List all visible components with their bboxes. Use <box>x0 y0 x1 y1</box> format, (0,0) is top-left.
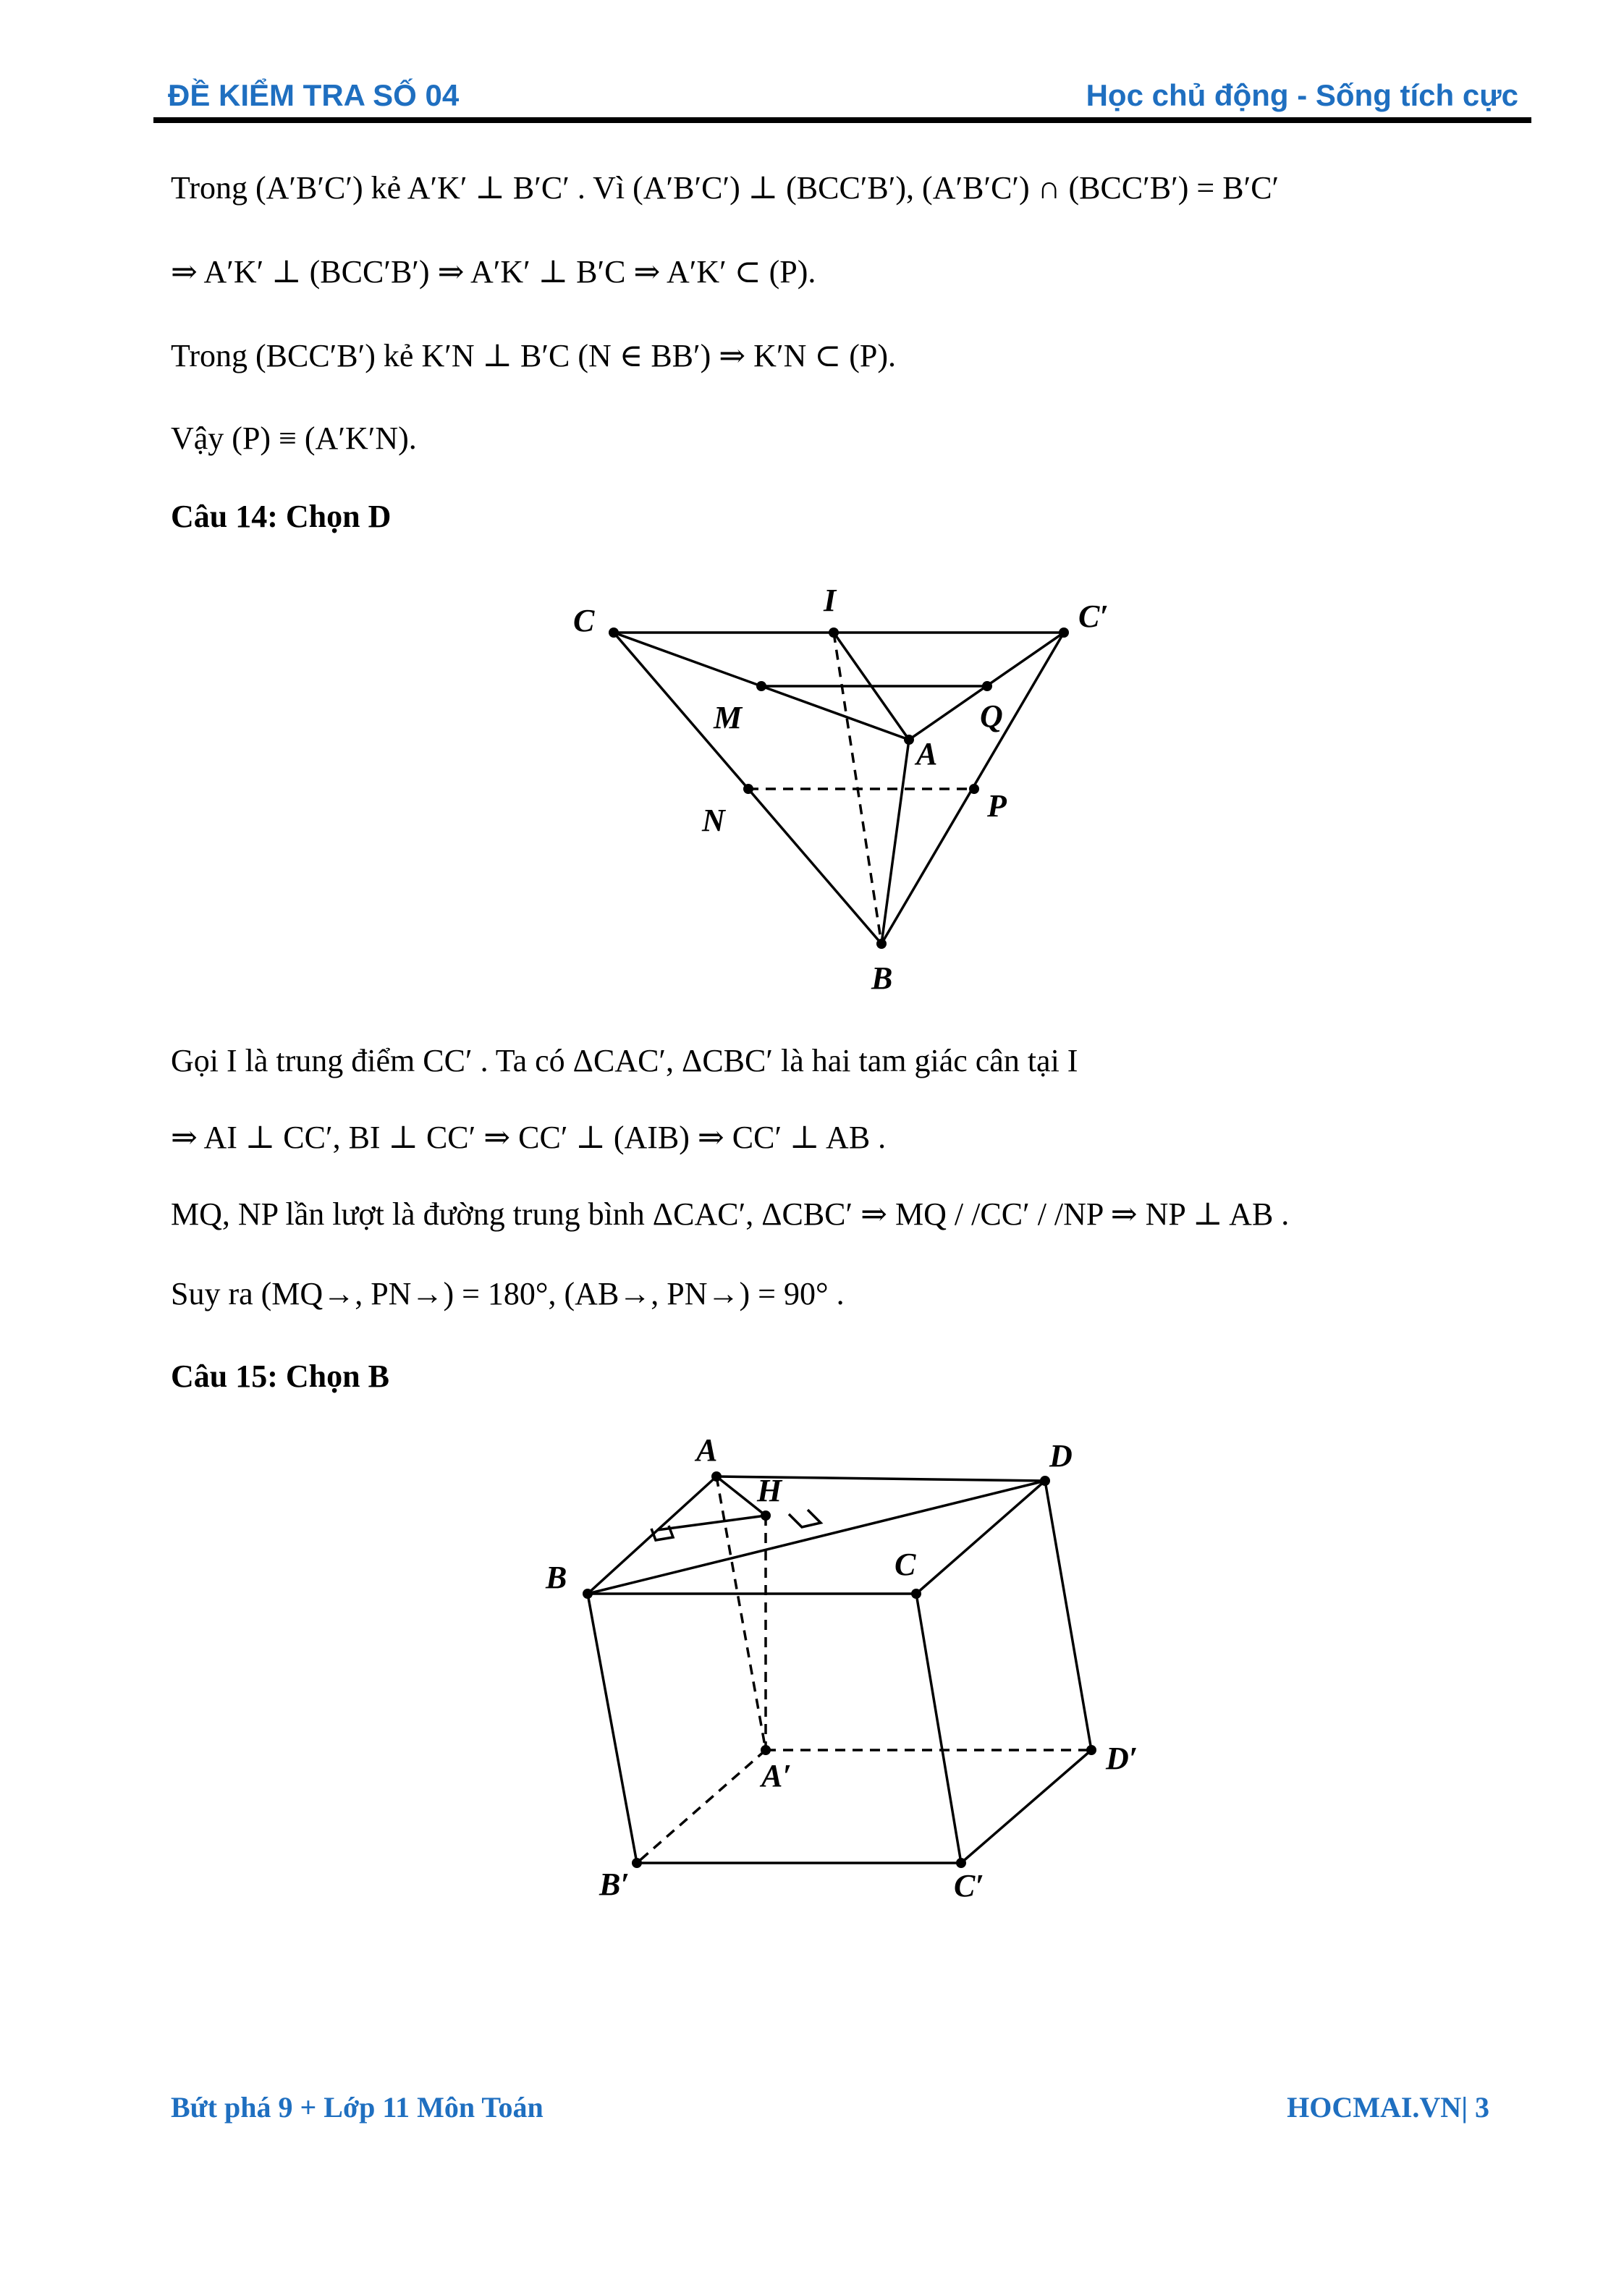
diagonal-BD <box>588 1481 1045 1594</box>
label-B: B <box>871 960 893 996</box>
label-D-prime: D′ <box>1106 1741 1138 1776</box>
right-angle-mark <box>789 1510 821 1527</box>
edge-AB <box>588 1476 716 1594</box>
label-D: D <box>1049 1438 1073 1474</box>
label-C: C <box>573 603 595 638</box>
point-C' <box>956 1858 966 1868</box>
label-C-prime: C′ <box>1078 599 1109 634</box>
label-A: A <box>916 736 938 772</box>
point-H <box>761 1510 771 1521</box>
header-title: ĐỀ KIỂM TRA SỐ 04 <box>168 78 460 112</box>
header-slogan: Học chủ động - Sống tích cực <box>1086 78 1518 112</box>
edge-C'D' <box>961 1750 1091 1863</box>
label-H: H <box>757 1473 782 1508</box>
footer-course: Bứt phá 9 + Lớp 11 Môn Toán <box>171 2091 544 2124</box>
label-I: I <box>824 583 837 618</box>
point-B' <box>632 1858 642 1868</box>
label-B-prime: B′ <box>599 1867 630 1902</box>
text-line: Trong (BCC′B′) kẻ K′N ⊥ B′C (N ∈ BB′) ⇒ K′N ⊂ (P). <box>171 338 896 373</box>
label-Q: Q <box>980 698 1003 734</box>
footer-page: HOCMAI.VN| 3 <box>1287 2091 1489 2124</box>
edge-A'B'-dashed <box>637 1750 766 1863</box>
label-M: M <box>714 700 743 735</box>
edge-DD' <box>1045 1481 1091 1750</box>
label-P: P <box>987 788 1007 824</box>
text-line: Trong (A′B′C′) kẻ A′K′ ⊥ B′C′ . Vì (A′B′C′) ⊥ (BCC′B′), (A′B′C′) ∩ (BCC′B′) = B′C′ <box>171 170 1280 206</box>
point-B <box>583 1589 593 1599</box>
text-line: Suy ra (MQ→, PN→) = 180°, (AB→, PN→) = 90° . <box>171 1276 845 1311</box>
label-A: A <box>696 1432 718 1468</box>
text-line: ⇒ AI ⊥ CC′, BI ⊥ CC′ ⇒ CC′ ⊥ (AIB) ⇒ CC′ ⊥ AB . <box>171 1120 887 1155</box>
point-A' <box>761 1745 771 1755</box>
question-15-heading: Câu 15: Chọn B <box>171 1359 389 1394</box>
edge-CC' <box>916 1594 961 1863</box>
point-A <box>711 1471 722 1482</box>
label-B: B <box>546 1560 567 1595</box>
point-D <box>1040 1476 1050 1486</box>
text-line: ⇒ A′K′ ⊥ (BCC′B′) ⇒ A′K′ ⊥ B′C ⇒ A′K′ ⊂ (P). <box>171 254 816 290</box>
segment-BH-extension <box>657 1516 766 1530</box>
text-line: Vậy (P) ≡ (A′K′N). <box>171 421 417 456</box>
label-C-prime: C′ <box>954 1868 984 1903</box>
label-C: C <box>895 1547 916 1582</box>
question-14-heading: Câu 14: Chọn D <box>171 499 392 534</box>
label-N: N <box>702 803 725 838</box>
text-line: Gọi I là trung điểm CC′ . Ta có ΔCAC′, ΔCBC′ là hai tam giác cân tại I <box>171 1043 1078 1078</box>
label-A-prime: A′ <box>761 1758 792 1793</box>
text-line: MQ, NP lần lượt là đường trung bình ΔCAC′, ΔCBC′ ⇒ MQ / /CC′ / /NP ⇒ NP ⊥ AB . <box>171 1196 1290 1232</box>
point-D' <box>1086 1745 1096 1755</box>
point-C <box>911 1589 921 1599</box>
edge-BB' <box>588 1594 637 1863</box>
